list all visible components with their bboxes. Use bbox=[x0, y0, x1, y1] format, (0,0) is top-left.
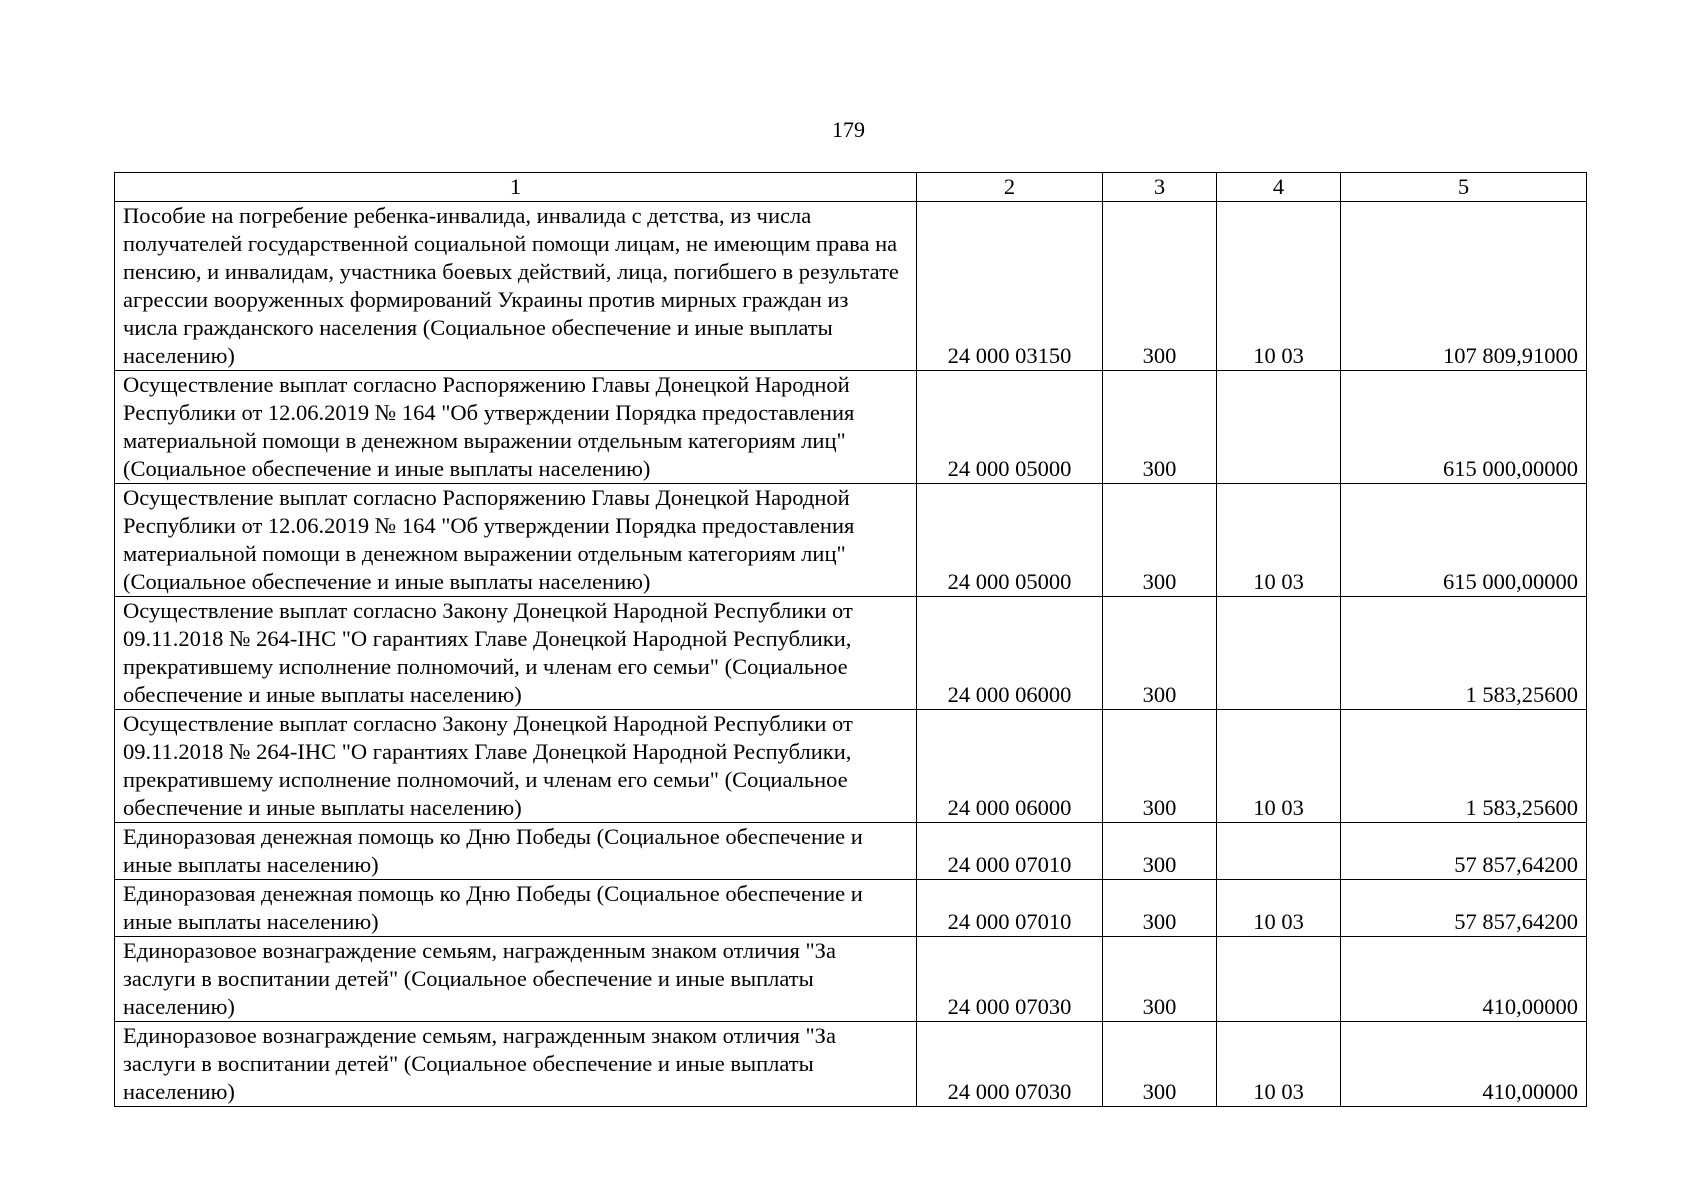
row-section: 10 03 bbox=[1217, 710, 1341, 823]
row-amount: 615 000,00000 bbox=[1341, 371, 1587, 484]
table-row bbox=[115, 937, 1587, 1022]
row-amount: 57 857,64200 bbox=[1341, 823, 1587, 880]
table-row bbox=[115, 484, 1587, 597]
row-code: 24 000 07030 bbox=[917, 937, 1103, 1022]
row-code: 24 000 06000 bbox=[917, 710, 1103, 823]
row-expense-type: 300 bbox=[1103, 202, 1217, 371]
row-code: 24 000 05000 bbox=[917, 371, 1103, 484]
row-name: Осуществление выплат согласно Распоряжению Главы Донецкой Народной Республики от 12.06.2019 № 164 "Об утверждении Порядка предоставления материальной помощи в денежном выражении отдельным категориям лиц" (Социальное обеспечение и иные выплаты населению) bbox=[115, 484, 917, 597]
table-row bbox=[115, 597, 1587, 710]
row-amount: 1 583,25600 bbox=[1341, 710, 1587, 823]
row-code: 24 000 06000 bbox=[917, 597, 1103, 710]
row-expense-type: 300 bbox=[1103, 371, 1217, 484]
row-amount: 410,00000 bbox=[1341, 1022, 1587, 1107]
row-amount: 410,00000 bbox=[1341, 937, 1587, 1022]
row-section bbox=[1217, 371, 1341, 484]
row-section: 10 03 bbox=[1217, 1022, 1341, 1107]
budget-table bbox=[114, 172, 1587, 1107]
table-row bbox=[115, 1022, 1587, 1107]
page-number: 179 bbox=[832, 117, 865, 142]
table-row bbox=[115, 880, 1587, 937]
row-section: 10 03 bbox=[1217, 880, 1341, 937]
row-section: 10 03 bbox=[1217, 202, 1341, 371]
row-code: 24 000 07010 bbox=[917, 823, 1103, 880]
column-header-3: 3 bbox=[1103, 173, 1217, 202]
row-name: Пособие на погребение ребенка-инвалида, инвалида с детства, из числа получателей государственной социальной помощи лицам, не имеющим права на пенсию, и инвалидам, участника боевых действий, лица, погибшего в результате агрессии вооруженных формирований Украины против мирных граждан из числа гражданского населения (Социальное обеспечение и иные выплаты населению) bbox=[115, 202, 917, 371]
header-row bbox=[115, 173, 1587, 202]
column-header-4: 4 bbox=[1217, 173, 1341, 202]
row-amount: 615 000,00000 bbox=[1341, 484, 1587, 597]
row-amount: 107 809,91000 bbox=[1341, 202, 1587, 371]
column-header-1: 1 bbox=[115, 173, 917, 202]
column-header-5: 5 bbox=[1341, 173, 1587, 202]
row-amount: 57 857,64200 bbox=[1341, 880, 1587, 937]
row-name: Осуществление выплат согласно Закону Донецкой Народной Республики от 09.11.2018 № 264-IНС "О гарантиях Главе Донецкой Народной Республики, прекратившему исполнение полномочий, и членам его семьи" (Социальное обеспечение и иные выплаты населению) bbox=[115, 710, 917, 823]
row-name: Единоразовое вознаграждение семьям, награжденным знаком отличия "За заслуги в воспитании детей" (Социальное обеспечение и иные выплаты населению) bbox=[115, 1022, 917, 1107]
row-expense-type: 300 bbox=[1103, 710, 1217, 823]
row-section bbox=[1217, 823, 1341, 880]
row-expense-type: 300 bbox=[1103, 880, 1217, 937]
table-row bbox=[115, 710, 1587, 823]
row-expense-type: 300 bbox=[1103, 937, 1217, 1022]
row-code: 24 000 07030 bbox=[917, 1022, 1103, 1107]
table-row bbox=[115, 823, 1587, 880]
row-amount: 1 583,25600 bbox=[1341, 597, 1587, 710]
row-name: Единоразовая денежная помощь ко Дню Победы (Социальное обеспечение и иные выплаты населению) bbox=[115, 823, 917, 880]
row-section: 10 03 bbox=[1217, 484, 1341, 597]
row-code: 24 000 05000 bbox=[917, 484, 1103, 597]
row-name: Единоразовое вознаграждение семьям, награжденным знаком отличия "За заслуги в воспитании детей" (Социальное обеспечение и иные выплаты населению) bbox=[115, 937, 917, 1022]
table-row bbox=[115, 202, 1587, 371]
row-section bbox=[1217, 597, 1341, 710]
row-expense-type: 300 bbox=[1103, 1022, 1217, 1107]
column-header-2: 2 bbox=[917, 173, 1103, 202]
row-expense-type: 300 bbox=[1103, 823, 1217, 880]
row-code: 24 000 03150 bbox=[917, 202, 1103, 371]
row-code: 24 000 07010 bbox=[917, 880, 1103, 937]
row-name: Единоразовая денежная помощь ко Дню Победы (Социальное обеспечение и иные выплаты населению) bbox=[115, 880, 917, 937]
row-expense-type: 300 bbox=[1103, 484, 1217, 597]
row-section bbox=[1217, 937, 1341, 1022]
row-name: Осуществление выплат согласно Распоряжению Главы Донецкой Народной Республики от 12.06.2019 № 164 "Об утверждении Порядка предоставления материальной помощи в денежном выражении отдельным категориям лиц" (Социальное обеспечение и иные выплаты населению) bbox=[115, 371, 917, 484]
table-row bbox=[115, 371, 1587, 484]
row-expense-type: 300 bbox=[1103, 597, 1217, 710]
row-name: Осуществление выплат согласно Закону Донецкой Народной Республики от 09.11.2018 № 264-IНС "О гарантиях Главе Донецкой Народной Республики, прекратившему исполнение полномочий, и членам его семьи" (Социальное обеспечение и иные выплаты населению) bbox=[115, 597, 917, 710]
